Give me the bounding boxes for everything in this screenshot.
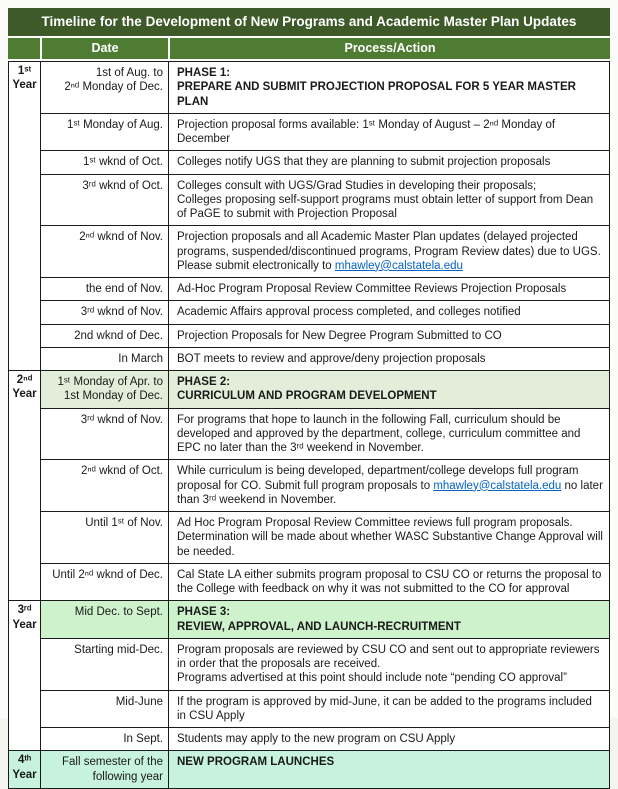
process-text: Colleges proposing self-support programs must obtain letter of support from Dean of PaGE to submit with Projection Proposal	[177, 193, 594, 220]
process-text: Programs advertised at this point should include note “pending CO approval”	[177, 672, 567, 685]
year-word: Year	[12, 79, 37, 92]
process-paragraph	[177, 155, 603, 169]
table-row	[9, 563, 610, 601]
date-cell: 2ⁿᵈ wknd of Oct.	[41, 460, 169, 512]
date-cell: 1ˢᵗ Monday of Apr. to 1st Monday of Dec.	[41, 371, 169, 409]
table-row	[9, 601, 610, 639]
process-paragraph	[177, 118, 603, 147]
date-cell: the end of Nov.	[41, 278, 169, 301]
date-cell: 2ⁿᵈ wknd of Nov.	[41, 226, 169, 278]
table-title: Timeline for the Development of New Programs and Academic Master Plan Updates	[8, 8, 610, 36]
year-word: Year	[12, 388, 37, 401]
timeline-body	[9, 62, 610, 789]
table-row	[9, 371, 610, 409]
year-ordinal: 4ᵗʰ	[17, 754, 32, 767]
year-column-header	[8, 38, 40, 59]
process-text: PHASE 1:	[177, 67, 231, 79]
process-cell	[169, 751, 610, 789]
process-cell	[169, 512, 610, 564]
table-row	[9, 324, 610, 347]
table-row	[9, 728, 610, 751]
process-cell	[169, 347, 610, 370]
year-ordinal: 3ʳᵈ	[17, 604, 32, 617]
process-paragraph	[177, 732, 603, 746]
process-cell	[169, 113, 610, 151]
table-row	[9, 460, 610, 512]
date-cell: Mid-June	[41, 690, 169, 728]
process-text: If the program is approved by mid-June, it can be added to the programs included in CSU Apply	[177, 695, 592, 722]
process-text: Ad-Hoc Program Proposal Review Committee Reviews Projection Proposals	[177, 283, 567, 295]
process-paragraph	[177, 329, 603, 343]
date-cell: In March	[41, 347, 169, 370]
date-cell: 2nd wknd of Dec.	[41, 324, 169, 347]
table-row	[9, 408, 610, 460]
process-cell	[169, 226, 610, 278]
year-word: Year	[12, 618, 37, 631]
date-cell: In Sept.	[41, 728, 169, 751]
process-paragraph	[177, 643, 603, 672]
process-text: Students may apply to the new program on CSU Apply	[177, 733, 456, 745]
process-paragraph	[177, 179, 603, 193]
process-cell	[169, 324, 610, 347]
process-text: no later than 3ʳᵈ weekend in November.	[177, 479, 603, 506]
column-header-row	[8, 38, 610, 59]
process-cell	[169, 601, 610, 639]
process-paragraph	[177, 389, 603, 403]
process-column-header: Process/Action	[170, 38, 610, 59]
date-cell: 3ʳᵈ wknd of Nov.	[41, 408, 169, 460]
date-cell: 3ʳᵈ wknd of Nov.	[41, 301, 169, 324]
process-text: Academic Affairs approval process completed, and colleges notified	[177, 306, 521, 319]
table-row	[9, 226, 610, 278]
table-row	[9, 751, 610, 789]
year-ordinal: 2ⁿᵈ	[16, 374, 33, 386]
date-cell: Until 1ˢᵗ of Nov.	[41, 512, 169, 564]
timeline-table	[8, 61, 610, 789]
date-cell: 1ˢᵗ wknd of Oct.	[41, 151, 169, 174]
date-cell: Mid Dec. to Sept.	[41, 601, 169, 639]
year-label	[9, 62, 41, 371]
process-cell	[169, 728, 610, 751]
process-paragraph	[177, 305, 603, 319]
process-cell	[169, 151, 610, 174]
process-text: Cal State LA either submits program proposal to CSU CO or returns the proposal to the College with feedback on why it was not submitted to the CO for approval	[177, 568, 602, 595]
process-text: CURRICULUM AND PROGRAM DEVELOPMENT	[177, 390, 437, 403]
table-row	[9, 347, 610, 370]
process-cell	[169, 638, 610, 690]
process-paragraph	[177, 66, 603, 80]
process-cell	[169, 460, 610, 512]
process-text: Projection proposals and all Academic Master Plan updates (delayed projected programs, suspended/discontinued programs, Program Review dates) due to UGS. Please submit electronically to	[177, 231, 601, 272]
process-paragraph	[177, 193, 603, 222]
process-paragraph	[177, 620, 603, 634]
process-cell	[169, 174, 610, 226]
process-paragraph	[177, 671, 603, 685]
process-paragraph	[177, 695, 603, 724]
process-text: Program proposals are reviewed by CSU CO and sent out to appropriate reviewers in order that the proposals are received.	[177, 643, 600, 670]
year-label	[9, 751, 41, 789]
date-cell: Fall semester of the following year	[41, 751, 169, 789]
process-paragraph	[177, 605, 603, 619]
process-cell	[169, 371, 610, 409]
process-text: NEW PROGRAM LAUNCHES	[177, 756, 335, 769]
date-cell: 1ˢᵗ Monday of Aug.	[41, 113, 169, 151]
date-column-header: Date	[42, 38, 168, 59]
table-row	[9, 113, 610, 151]
year-ordinal: 1ˢᵗ	[17, 65, 32, 77]
process-text: Colleges notify UGS that they are planning to submit projection proposals	[177, 156, 551, 169]
date-cell: Until 2ⁿᵈ wknd of Dec.	[41, 563, 169, 601]
process-cell	[169, 408, 610, 460]
process-text: Ad Hoc Program Proposal Review Committee reviews full program proposals. Determination will be made about whether WASC Substantive Change Approval will be needed.	[177, 517, 603, 558]
table-row	[9, 174, 610, 226]
process-text: PHASE 2:	[177, 376, 231, 388]
process-paragraph	[177, 568, 603, 597]
process-cell	[169, 278, 610, 301]
process-text: BOT meets to review and approve/deny projection proposals	[177, 352, 486, 365]
process-cell	[169, 62, 610, 114]
table-row	[9, 301, 610, 324]
process-paragraph	[177, 282, 603, 296]
date-cell: 3ʳᵈ wknd of Oct.	[41, 174, 169, 226]
process-paragraph	[177, 755, 603, 769]
email-link[interactable]: mhawley@calstatela.edu	[334, 259, 463, 272]
process-paragraph	[177, 375, 603, 389]
process-text: Projection Proposals for New Degree Program Submitted to CO	[177, 329, 502, 342]
process-cell	[169, 690, 610, 728]
process-text: PHASE 3:	[177, 606, 231, 619]
process-paragraph	[177, 352, 603, 366]
process-text: PREPARE AND SUBMIT PROJECTION PROPOSAL FOR 5 YEAR MASTER PLAN	[177, 81, 576, 108]
email-link[interactable]: mhawley@calstatela.edu	[433, 479, 562, 492]
table-row	[9, 690, 610, 728]
date-cell: Starting mid-Dec.	[41, 638, 169, 690]
process-text: For programs that hope to launch in the following Fall, curriculum should be developed and approved by the department, college, curriculum committee and EPC no later than the 3ʳᵈ weekend in November.	[177, 413, 581, 454]
process-paragraph	[177, 230, 603, 273]
process-paragraph	[177, 464, 603, 507]
process-text: REVIEW, APPROVAL, AND LAUNCH-RECRUITMENT	[177, 620, 461, 633]
table-row	[9, 151, 610, 174]
table-row	[9, 638, 610, 690]
table-row	[9, 512, 610, 564]
table-row	[9, 278, 610, 301]
process-paragraph	[177, 80, 603, 109]
process-paragraph	[177, 516, 603, 559]
process-cell	[169, 563, 610, 601]
year-word: Year	[12, 768, 37, 781]
process-text: While curriculum is being developed, department/college develops full program proposal for CO. Submit full program proposals to	[177, 465, 579, 492]
process-paragraph	[177, 413, 603, 456]
date-cell: 1st of Aug. to 2ⁿᵈ Monday of Dec.	[41, 62, 169, 114]
process-text: Projection proposal forms available: 1ˢᵗ Monday of August – 2ⁿᵈ Monday of December	[177, 118, 556, 145]
year-label	[9, 601, 41, 751]
year-label	[9, 371, 41, 601]
table-row	[9, 62, 610, 114]
process-cell	[169, 301, 610, 324]
process-text: Colleges consult with UGS/Grad Studies in developing their proposals;	[177, 179, 537, 192]
